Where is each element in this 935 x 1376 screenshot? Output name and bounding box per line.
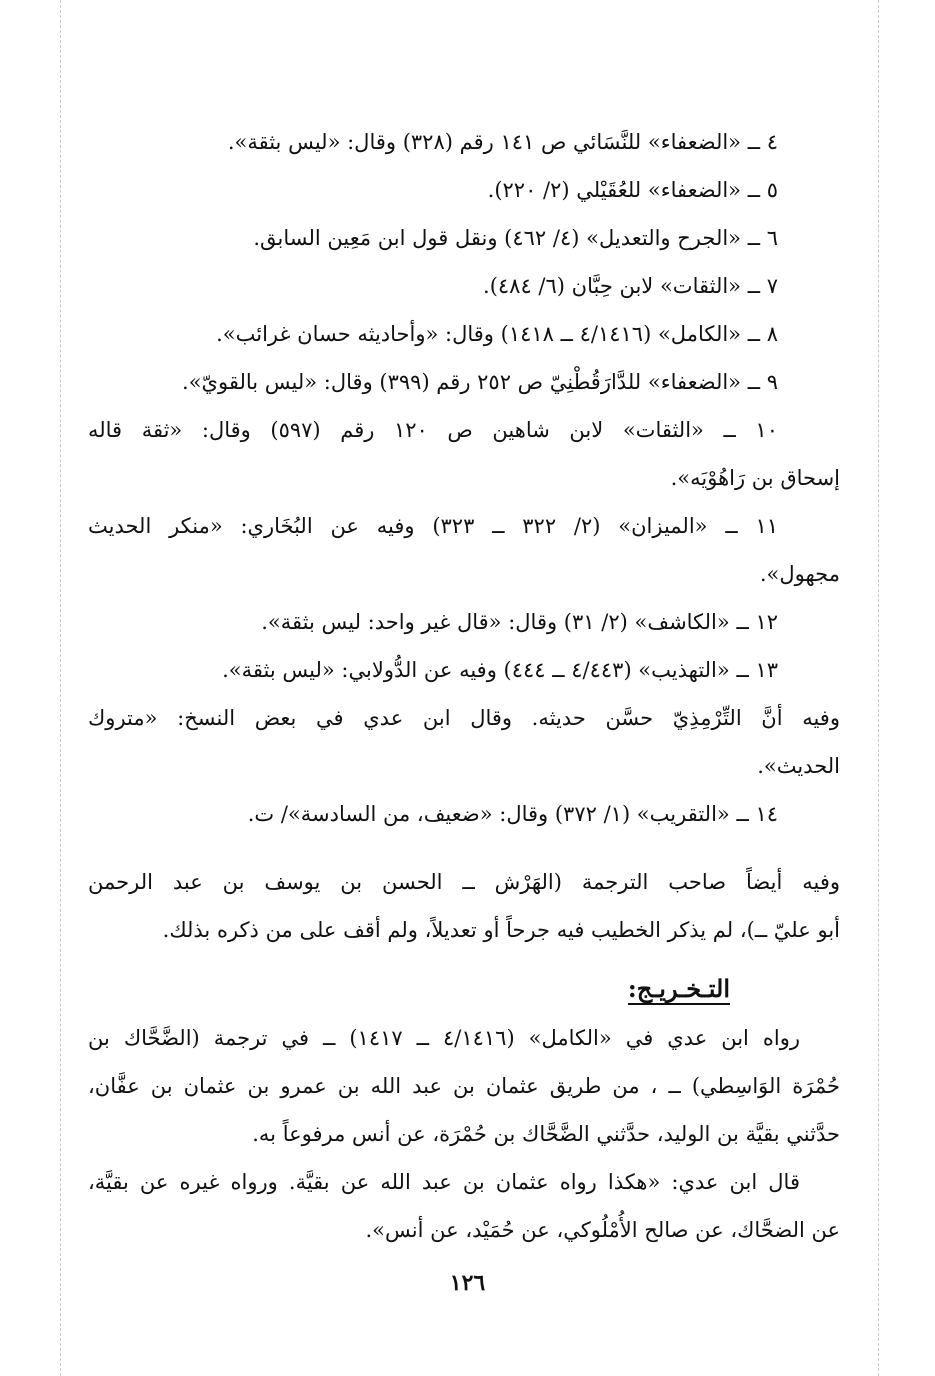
takhrij-para1-line1: رواه ابن عدي في «الكامل» (٤/١٤١٦ ــ ١٤١٧) ــ في ترجمة (الضَّحَّاك بن xyxy=(88,1026,800,1050)
reference-text: «الجرح والتعديل» (٤/ ٤٦٢) ونقل قول ابن مَعِين السابق. xyxy=(253,226,742,250)
page-body xyxy=(88,118,840,1254)
reference-number: ١٠ xyxy=(755,418,778,442)
reference-text: «التهذيب» (٤/٤٤٣ ــ ٤٤٤) وفيه عن الدُّولابي: «ليس بثقة». xyxy=(222,658,730,682)
takhrij-heading: التـخـريـج: xyxy=(627,974,730,1003)
dash: ــ xyxy=(747,226,761,250)
reference-13-continued: وفيه أنَّ التِّرْمِذِيّ حسَّن حديثه. وقال ابن عدي في بعض النسخ: «متروك xyxy=(88,706,840,730)
reference-text: «التقريب» (١/ ٣٧٢) وقال: «ضعيف، من السادسة»/ ت. xyxy=(247,802,730,826)
reference-8 xyxy=(88,310,840,358)
reference-number: ٤ xyxy=(766,130,778,154)
dash: ــ xyxy=(723,418,736,442)
reference-11 xyxy=(88,502,840,550)
dash: ــ xyxy=(747,274,761,298)
dash: ــ xyxy=(747,130,761,154)
reference-number: ١٢ xyxy=(755,610,778,634)
reference-text: «الضعفاء» للنَّسَائي ص ١٤١ رقم (٣٢٨) وقال: «ليس بثقة». xyxy=(227,130,742,154)
dash: ــ xyxy=(725,514,738,538)
dash: ــ xyxy=(747,178,761,202)
dash: ــ xyxy=(736,658,749,682)
reference-number: ١٤ xyxy=(755,802,778,826)
note-line-1: وفيه أيضاً صاحب الترجمة (الهَرْش ــ الحسن بن يوسف بن عبد الرحمن xyxy=(88,870,840,894)
reference-text: «الميزان» (٢/ ٣٢٢ ــ ٣٢٣) وفيه عن البُخَاري: «منكر الحديث xyxy=(88,514,708,538)
reference-10-continued: إسحاق بن رَاهُوْيَه». xyxy=(670,466,840,490)
reference-4 xyxy=(88,118,840,166)
reference-5 xyxy=(88,166,840,214)
reference-14 xyxy=(88,790,840,838)
reference-number: ٩ xyxy=(766,370,778,394)
reference-7 xyxy=(88,262,840,310)
dash: ــ xyxy=(747,370,761,394)
reference-9 xyxy=(88,358,840,406)
reference-number: ١٣ xyxy=(755,658,778,682)
reference-text: «الثقات» لابن شاهين ص ١٢٠ رقم (٥٩٧) وقال: «ثقة قاله xyxy=(88,418,704,442)
page-number: ١٢٦ xyxy=(449,1270,486,1296)
reference-text: «الضعفاء» للدَّارَقُطْنِيّ ص ٢٥٢ رقم (٣٩٩) وقال: «ليس بالقويّ». xyxy=(182,370,742,394)
reference-number: ٨ xyxy=(766,322,778,346)
reference-13 xyxy=(88,646,840,694)
takhrij-para1-line2: حُمْرَة الوَاسِطي) ــ ، من طريق عثمان بن عبد الله بن عمرو بن عثمان بن عفَّان، xyxy=(88,1074,840,1098)
reference-number: ١١ xyxy=(755,514,778,538)
takhrij-para2-line2: عن الضحَّاك، عن صالح الأُمْلُوكي، عن حُمَيْد، عن أنس». xyxy=(365,1218,840,1242)
spacer xyxy=(88,838,840,858)
reference-text: «الكامل» (٤/١٤١٦ ــ ١٤١٨) وقال: «وأحاديثه حسان غرائب». xyxy=(216,322,742,346)
reference-text: «الثقات» لابن حِبَّان (٦/ ٤٨٤). xyxy=(483,274,742,298)
reference-number: ٥ xyxy=(766,178,778,202)
takhrij-para2-line1: قال ابن عدي: «هكذا رواه عثمان بن عبد الله عن بقيَّة. ورواه غيره عن بقيَّة، xyxy=(88,1170,800,1194)
dash: ــ xyxy=(736,802,749,826)
section-heading xyxy=(88,954,840,1014)
reference-text: «الكاشف» (٢/ ٣١) وقال: «قال غير واحد: ليس بثقة». xyxy=(261,610,730,634)
reference-number: ٦ xyxy=(766,226,778,250)
left-margin-guide xyxy=(60,0,61,1376)
reference-12 xyxy=(88,598,840,646)
takhrij-para1-line3: حدَّثني بقيَّة بن الوليد، حدَّثني الضَّحَّاك بن حُمْرَة، عن أنس مرفوعاً به. xyxy=(252,1122,840,1146)
dash: ــ xyxy=(736,610,749,634)
reference-text: «الضعفاء» للعُقَيْلي (٢/ ٢٢٠). xyxy=(487,178,742,202)
reference-10 xyxy=(88,406,840,454)
reference-6 xyxy=(88,214,840,262)
reference-11-continued: مجهول». xyxy=(759,562,840,586)
right-margin-guide xyxy=(878,0,879,1376)
reference-13-continued-2: الحديث». xyxy=(757,754,840,778)
dash: ــ xyxy=(747,322,761,346)
reference-number: ٧ xyxy=(766,274,778,298)
note-line-2: أبو عليّ ــ)، لم يذكر الخطيب فيه جرحاً أو تعديلاً، ولم أقف على من ذكره بذلك. xyxy=(162,918,840,942)
